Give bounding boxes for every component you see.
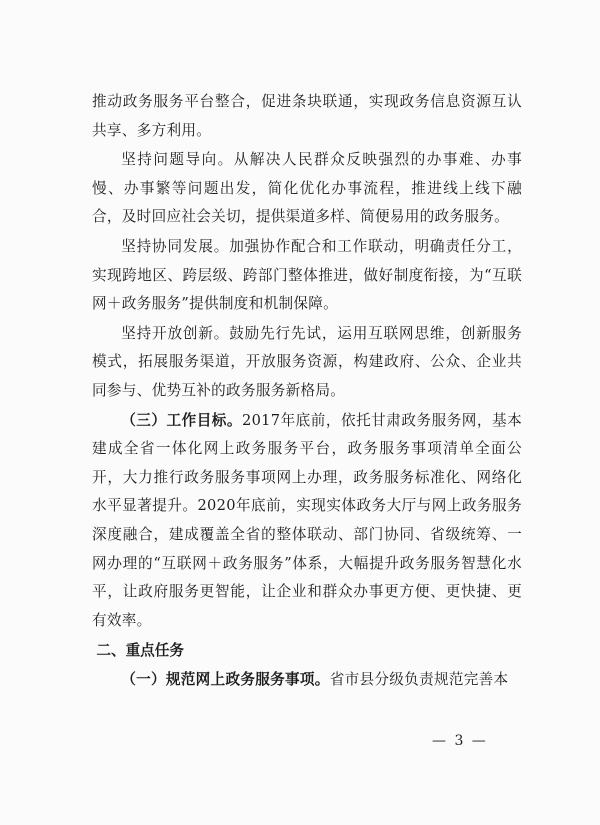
work-goals-lead: （三）工作目标。 [121, 411, 243, 429]
paragraph-1-text: 推动政务服务平台整合，促进条块联通，实现政务信息资源互认共享、多方利用。 [92, 93, 522, 139]
paragraph-3 [92, 233, 522, 319]
work-goals-text: 2017年底前，依托甘肃政务服务网，基本建成全省一体化网上政务服务平台，政务服务事项清单全面公开，大力推行政务服务事项网上办理，政务服务标准化、网络化水平显著提升。2020年底前，实现实体政务大厅与网上政务服务深度融合，建成覆盖全省的整体联动、部门协同、省级统筹、一网办理的“互联网＋政务服务”体系，大幅提升政务服务智慧化水平，让政府服务更智能，让企业和群众办事更方便、更快捷、更有效率。 [92, 411, 522, 629]
paragraph-4 [92, 320, 522, 406]
key-tasks-1-lead: （一）规范网上政务服务事项。 [121, 671, 330, 689]
key-tasks-1-text: 省市县分级负责规范完善本 [329, 671, 509, 689]
paragraph-work-goals [92, 407, 522, 636]
paragraph-key-tasks-1 [92, 666, 522, 695]
paragraph-2 [92, 146, 522, 232]
document-body [92, 88, 522, 696]
page-number: — 3 — [432, 733, 488, 749]
paragraph-1 [92, 88, 522, 145]
paragraph-3-text: 坚持协同发展。加强协作配合和工作联动，明确责任分工，实现跨地区、跨层级、跨部门整体推进，做好制度衔接，为“互联网＋政务服务”提供制度和机制保障。 [92, 237, 522, 313]
paragraph-4-text: 坚持开放创新。鼓励先行先试，运用互联网思维，创新服务模式，拓展服务渠道，开放服务资源，构建政府、公众、企业共同参与、优势互补的政务服务新格局。 [92, 324, 522, 399]
section-heading: 二、重点任务 [96, 642, 184, 660]
paragraph-2-text: 坚持问题导向。从解决人民群众反映强烈的办事难、办事慢、办事繁等问题出发，简化优化办事流程，推进线上线下融合，及时回应社会关切，提供渠道多样、简便易用的政务服务。 [92, 151, 522, 226]
